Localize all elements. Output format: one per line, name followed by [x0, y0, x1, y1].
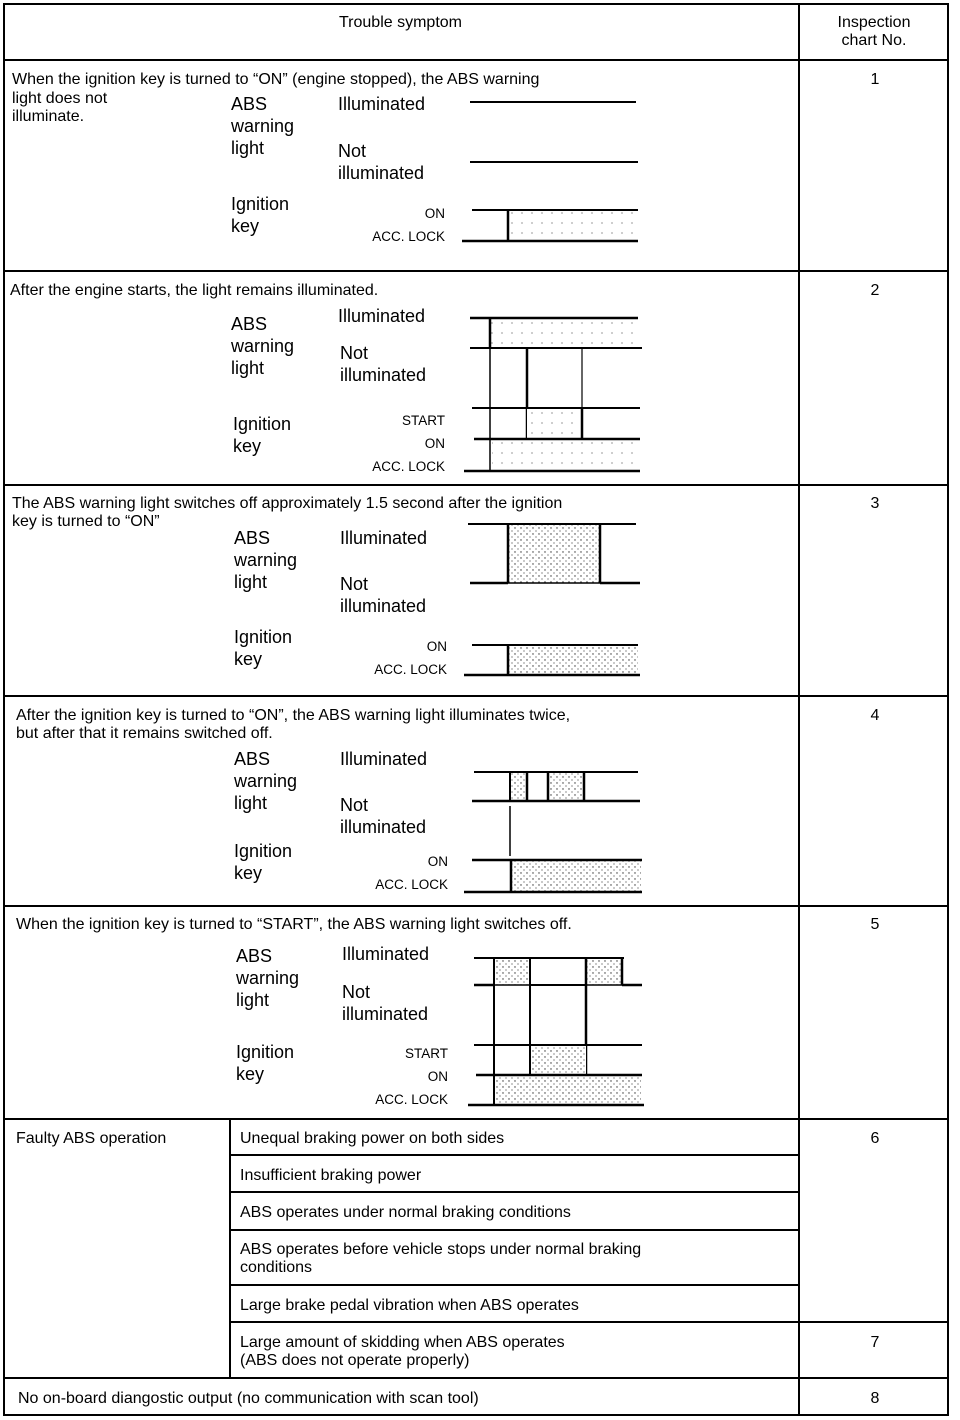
not-illuminated-label: Not illuminated [342, 982, 429, 1024]
abs-pulse-1 [510, 772, 527, 801]
inspection-chart-number: 1 [870, 71, 880, 88]
abs-warning-light-label: ABS warning light [231, 94, 295, 158]
on-label: ON [426, 639, 447, 654]
abs-illuminated-period [508, 524, 600, 583]
not-illuminated-label: Not illuminated [338, 141, 425, 183]
ignition-key-label: Ignition key [231, 194, 290, 236]
faulty-abs-label: Faulty ABS operation [16, 1130, 167, 1147]
ignition-key-label: Ignition key [234, 627, 293, 669]
row-divider [3, 905, 949, 907]
row-divider [3, 1377, 949, 1379]
abs-illuminated-before-start [494, 958, 530, 985]
inspection-chart-number: 8 [870, 1390, 880, 1407]
item-divider [229, 1284, 799, 1286]
acc-lock-label: ACC. LOCK [374, 662, 447, 677]
faulty-abs-item: Large amount of skidding when ABS operates (ABS does not operate properly) [240, 1334, 565, 1369]
abs-illuminated-period [490, 318, 638, 348]
symptom-description-continued: light does not illuminate. [12, 90, 108, 125]
ignition-start-period [527, 408, 583, 439]
timing-chart-3 [460, 515, 650, 685]
inspection-chart-number: 5 [870, 916, 880, 933]
on-label: ON [424, 436, 445, 451]
not-illuminated-label: Not illuminated [340, 795, 427, 837]
item-divider [229, 1154, 799, 1156]
ignition-on-period [511, 860, 641, 891]
group-divider [229, 1321, 949, 1323]
ignition-on-period [508, 210, 638, 240]
abs-illuminated-after-start [586, 958, 622, 985]
symptom-description: After the engine starts, the light remains illuminated. [10, 282, 379, 299]
column-divider [229, 1118, 231, 1377]
ignition-key-label: Ignition key [234, 841, 293, 883]
header-trouble-symptom: Trouble symptom [339, 14, 462, 31]
faulty-abs-item: ABS operates before vehicle stops under normal braking conditions [240, 1241, 642, 1276]
start-label: START [404, 1046, 448, 1061]
abs-warning-light-label: ABS warning light [231, 314, 295, 378]
acc-lock-label: ACC. LOCK [375, 1092, 448, 1107]
timing-chart-1 [460, 90, 640, 250]
on-label: ON [427, 854, 448, 869]
ignition-on-period [508, 645, 638, 674]
abs-pulse-2 [548, 772, 584, 801]
inspection-chart-number: 2 [870, 282, 880, 299]
faulty-abs-item: Insufficient braking power [240, 1167, 422, 1184]
item-divider [229, 1191, 799, 1193]
acc-lock-label: ACC. LOCK [372, 459, 445, 474]
abs-warning-light-label: ABS warning light [234, 749, 298, 813]
acc-lock-label: ACC. LOCK [372, 229, 445, 244]
on-label: ON [424, 206, 445, 221]
ignition-on-period [495, 1076, 641, 1104]
symptom-description: The ABS warning light switches off approximately 1.5 second after the ignition key is turned to “ON” [12, 495, 563, 530]
row-divider [3, 484, 949, 486]
row-divider [3, 270, 949, 272]
abs-warning-light-label: ABS warning light [236, 946, 300, 1010]
illuminated-label: Illuminated [340, 528, 428, 548]
ignition-key-label: Ignition key [233, 414, 292, 456]
illuminated-label: Illuminated [342, 944, 430, 964]
faulty-abs-item: Large brake pedal vibration when ABS operates [240, 1297, 579, 1314]
row-divider [3, 695, 949, 697]
ignition-key-label: Ignition key [236, 1042, 295, 1084]
start-label: START [401, 413, 445, 428]
abs-warning-light-label: ABS warning light [234, 528, 298, 592]
row-divider [3, 59, 949, 61]
timing-chart-5 [460, 930, 650, 1110]
illuminated-label: Illuminated [338, 306, 426, 326]
ignition-start-period [532, 1045, 586, 1075]
inspection-chart-number: 6 [870, 1130, 880, 1147]
faulty-abs-item: ABS operates under normal braking conditions [240, 1204, 571, 1221]
on-label: ON [427, 1069, 448, 1084]
no-output-description: No on-board diangostic output (no communication with scan tool) [18, 1390, 479, 1407]
inspection-chart-number: 7 [870, 1334, 880, 1351]
not-illuminated-label: Not illuminated [340, 343, 427, 385]
illuminated-label: Illuminated [338, 94, 426, 114]
faulty-abs-item: Unequal braking power on both sides [240, 1130, 505, 1147]
row-divider [3, 1118, 949, 1120]
symptom-description: After the ignition key is turned to “ON”, the ABS warning light illuminates twice, but after that it remains switched off. [16, 707, 571, 742]
header-inspection-chart-no: Inspection chart No. [837, 14, 911, 49]
symptom-description: When the ignition key is turned to “ON” (engine stopped), the ABS warning [12, 71, 540, 88]
inspection-chart-number: 3 [870, 495, 880, 512]
timing-chart-2 [460, 300, 650, 475]
symptom-description: When the ignition key is turned to “START”, the ABS warning light switches off. [16, 916, 572, 933]
inspection-chart-number: 4 [870, 707, 880, 724]
acc-lock-label: ACC. LOCK [375, 877, 448, 892]
ignition-on-period [492, 439, 640, 470]
timing-chart-4 [460, 740, 650, 900]
item-divider [229, 1229, 799, 1231]
not-illuminated-label: Not illuminated [340, 574, 427, 616]
illuminated-label: Illuminated [340, 749, 428, 769]
